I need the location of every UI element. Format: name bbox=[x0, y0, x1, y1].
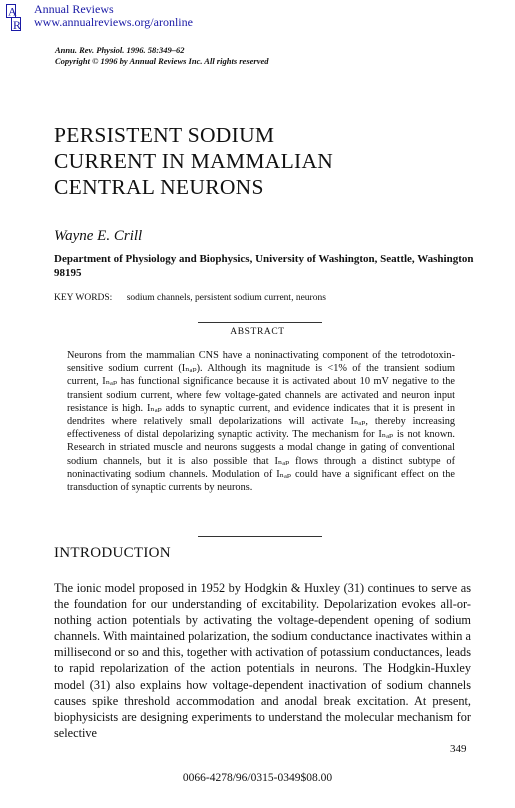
author-name: Wayne E. Crill bbox=[54, 228, 143, 244]
section-heading-introduction: INTRODUCTION bbox=[54, 545, 171, 561]
copyright-notice: Copyright © 1996 by Annual Reviews Inc. All rights reserved bbox=[55, 56, 269, 66]
article-title bbox=[54, 122, 333, 200]
annual-reviews-logo-icon[interactable] bbox=[6, 4, 30, 32]
journal-citation: Annu. Rev. Physiol. 1996. 58:349–62 bbox=[55, 45, 185, 55]
svg-text:A: A bbox=[8, 4, 17, 19]
abstract-bottom-divider bbox=[198, 536, 322, 537]
publisher-url-link[interactable]: www.annualreviews.org/aronline bbox=[34, 15, 193, 29]
svg-text:R: R bbox=[13, 18, 22, 32]
keywords-line bbox=[54, 293, 326, 303]
introduction-body: The ionic model proposed in 1952 by Hodgkin & Huxley (31) continues to serve as the foundation for our understanding of excitability. Depolarization evokes all-or-nothing action potentials by activating the voltage-dependent opening of sodium channels. With maintained polarization, the sodium conductance inactivates within a millisecond or so and this, together with activation of potassium conductances, leads to rapid repolarization of the action potentials in neurons. The Hodgkin-Huxley model (31) also explains how voltage-dependent inactivation of sodium channels causes spike threshold accommodation and anodal break excitation. At present, biophysicists are designing experiments to understand the molecular mechanism for selective bbox=[54, 581, 471, 740]
publisher-header bbox=[34, 3, 193, 29]
page-number: 349 bbox=[450, 743, 467, 755]
title-line: CURRENT IN MAMMALIAN bbox=[54, 149, 334, 173]
abstract-body: Neurons from the mammalian CNS have a noninactivating component of the tetrodotoxin-sensitive sodium current (Iₙₐₚ). Although its magnitude is <1% of the transient sodium current, Iₙₐₚ has functional significance because it is activated about 10 mV negative to the transient sodium current, where few voltage-gated channels are activated and neuron input resistance is high. Iₙₐₚ adds to synaptic current, and evidence indicates that it is present in dendrites where relatively small depolarizations will activate Iₙₐₚ, thereby increasing effectiveness of distal depolarizing synaptic activity. The mechanism for Iₙₐₚ is not known. Research in striated muscle and neurons suggests a modal change in gating of conventional sodium channels, but it is also possible that Iₙₐₚ flows through a distinct subtype of noninactivating sodium channels. Modulation of Iₙₐₚ could have a significant effect on the transduction of synaptic currents by neurons. bbox=[67, 350, 455, 494]
author-affiliation: Department of Physiology and Biophysics, University of Washington, Seattle, Washington 98195 bbox=[54, 253, 474, 279]
keywords-label: KEY WORDS: bbox=[54, 293, 113, 303]
citation-block bbox=[55, 45, 269, 67]
keywords-terms: sodium channels, persistent sodium current, neurons bbox=[126, 293, 326, 303]
footer-code: 0066-4278/96/0315-0349$08.00 bbox=[182, 772, 333, 784]
publisher-name-link[interactable]: Annual Reviews bbox=[34, 2, 114, 16]
abstract-top-divider bbox=[198, 322, 322, 323]
abstract-heading: ABSTRACT bbox=[230, 327, 285, 337]
title-line: CENTRAL NEURONS bbox=[54, 175, 264, 199]
title-line: PERSISTENT SODIUM bbox=[54, 123, 275, 147]
